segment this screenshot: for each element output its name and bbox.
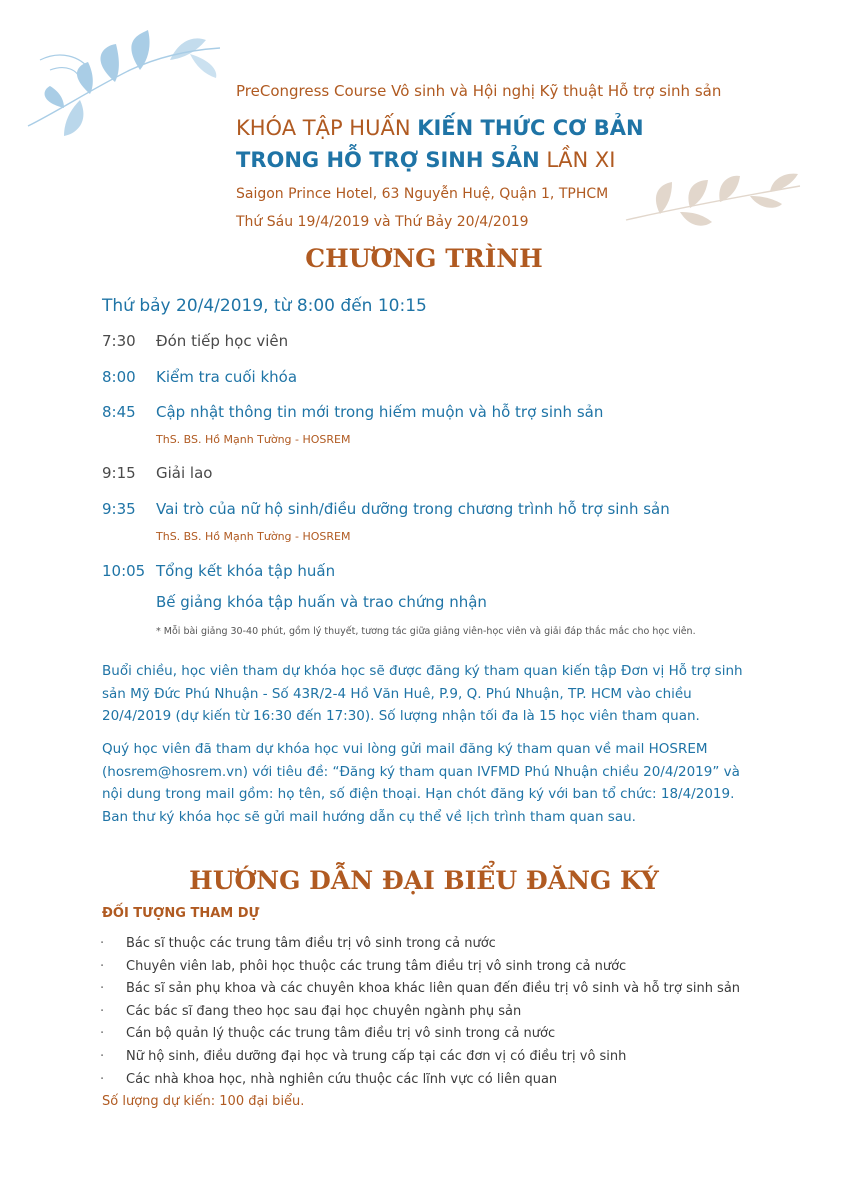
- visit-info-paragraph: Buổi chiều, học viên tham dự khóa học sẽ được đăng ký tham quan kiến tập Đơn vị Hỗ trợ sinh sản Mỹ Đức Phú Nhuận - Số 43R/2-4 Hồ Văn Huê, P.9, Q. Phú Nhuận, TP. HCM vào chiều 20/4/2019 (dự kiến từ 16:30 đến 17:30). Số lượng nhận tối đa là 15 học viên tham quan.: [102, 663, 743, 724]
- visit-registration-paragraph: Quý học viên đã tham dự khóa học vui lòng gửi mail đăng ký tham quan về mail HOSREM (hosrem@hosrem.vn) với tiêu đề: “Đăng ký tham quan IVFMD Phú Nhuận chiều 20/4/2019” và nội dung trong mail gồm: họ tên, số điện thoại. Hạn chót đăng ký với ban tổ chức: 18/4/2019. Ban thư ký khóa học sẽ gửi mail hướng dẫn cụ thể về lịch trình tham quan sau.: [102, 741, 740, 825]
- course-title-line1: [236, 116, 644, 140]
- bullet-icon: ·: [100, 981, 105, 997]
- title-part-a: KHÓA TẬP HUẤN: [236, 116, 418, 140]
- registration-title: HƯỚNG DẪN ĐẠI BIỂU ĐĂNG KÝ: [189, 866, 659, 895]
- schedule-time: 8:45: [102, 403, 136, 421]
- bullet-icon: ·: [100, 936, 105, 951]
- precongress-subtitle: PreCongress Course Vô sinh và Hội nghị Kỹ thuật Hỗ trợ sinh sản: [236, 82, 722, 100]
- list-item: · Chuyên viên lab, phôi học thuộc các trung tâm điều trị vô sinh trong cả nước: [96, 956, 740, 979]
- leaf-branch-icon: [20, 30, 230, 140]
- schedule-item: Cập nhật thông tin mới trong hiếm muộn và hỗ trợ sinh sản: [156, 403, 604, 421]
- schedule-subitem: Bế giảng khóa tập huấn và trao chứng nhận: [156, 593, 487, 611]
- schedule-item: Giải lao: [156, 464, 213, 482]
- title-part-d: LẦN XI: [539, 148, 616, 172]
- speaker: ThS. BS. Hồ Mạnh Tường - HOSREM: [156, 433, 351, 446]
- schedule-time: 7:30: [102, 332, 136, 350]
- bullet-icon: ·: [100, 1026, 105, 1042]
- list-item: · Bác sĩ thuộc các trung tâm điều trị vô sinh trong cả nước: [96, 933, 740, 956]
- list-item: · Nữ hộ sinh, điều dưỡng đại học và trung cấp tại các đơn vị có điều trị vô sinh: [96, 1046, 740, 1069]
- schedule-time: 9:35: [102, 500, 136, 518]
- list-item: · Các bác sĩ đang theo học sau đại học chuyên ngành phụ sản: [96, 1001, 740, 1024]
- list-item: · Bác sĩ sản phụ khoa và các chuyên khoa khác liên quan đến điều trị vô sinh và hỗ trợ sinh sản: [96, 978, 740, 1001]
- speaker: ThS. BS. Hồ Mạnh Tường - HOSREM: [156, 530, 351, 543]
- event-dates: Thứ Sáu 19/4/2019 và Thứ Bảy 20/4/2019: [236, 214, 529, 230]
- audience-heading: ĐỐI TƯỢNG THAM DỰ: [102, 906, 260, 921]
- schedule-item: Đón tiếp học viên: [156, 332, 289, 350]
- program-title: CHƯƠNG TRÌNH: [305, 244, 543, 273]
- schedule-item: Kiểm tra cuối khóa: [156, 368, 298, 386]
- schedule-item: Tổng kết khóa tập huấn: [156, 562, 336, 580]
- venue: Saigon Prince Hotel, 63 Nguyễn Huệ, Quận 1, TPHCM: [236, 186, 609, 202]
- schedule-item: Vai trò của nữ hộ sinh/điều dưỡng trong chương trình hỗ trợ sinh sản: [156, 500, 670, 518]
- list-item: · Các nhà khoa học, nhà nghiên cứu thuộc các lĩnh vực có liên quan: [96, 1069, 740, 1092]
- day-heading: Thứ bảy 20/4/2019, từ 8:00 đến 10:15: [102, 296, 427, 316]
- schedule-time: 9:15: [102, 464, 136, 482]
- title-part-c: TRONG HỖ TRỢ SINH SẢN: [236, 148, 540, 172]
- leaf-branch-icon: [620, 170, 810, 230]
- schedule-time: 8:00: [102, 368, 136, 386]
- bullet-icon: ·: [100, 1048, 105, 1064]
- schedule-time: 10:05: [102, 562, 146, 580]
- bullet-icon: ·: [100, 1003, 105, 1019]
- bullet-icon: ·: [100, 1071, 105, 1087]
- course-title-line2: [236, 148, 615, 172]
- footnote: * Mỗi bài giảng 30-40 phút, gồm lý thuyết, tương tác giữa giảng viên-học viên và giải đáp thắc mắc cho học viên.: [156, 626, 696, 637]
- list-item: · Cán bộ quản lý thuộc các trung tâm điều trị vô sinh trong cả nước: [96, 1023, 740, 1046]
- audience-list: [96, 933, 740, 1091]
- bullet-icon: ·: [100, 958, 105, 974]
- expected-attendance: Số lượng dự kiến: 100 đại biểu.: [102, 1094, 305, 1109]
- title-part-b: KIẾN THỨC CƠ BẢN: [417, 116, 644, 140]
